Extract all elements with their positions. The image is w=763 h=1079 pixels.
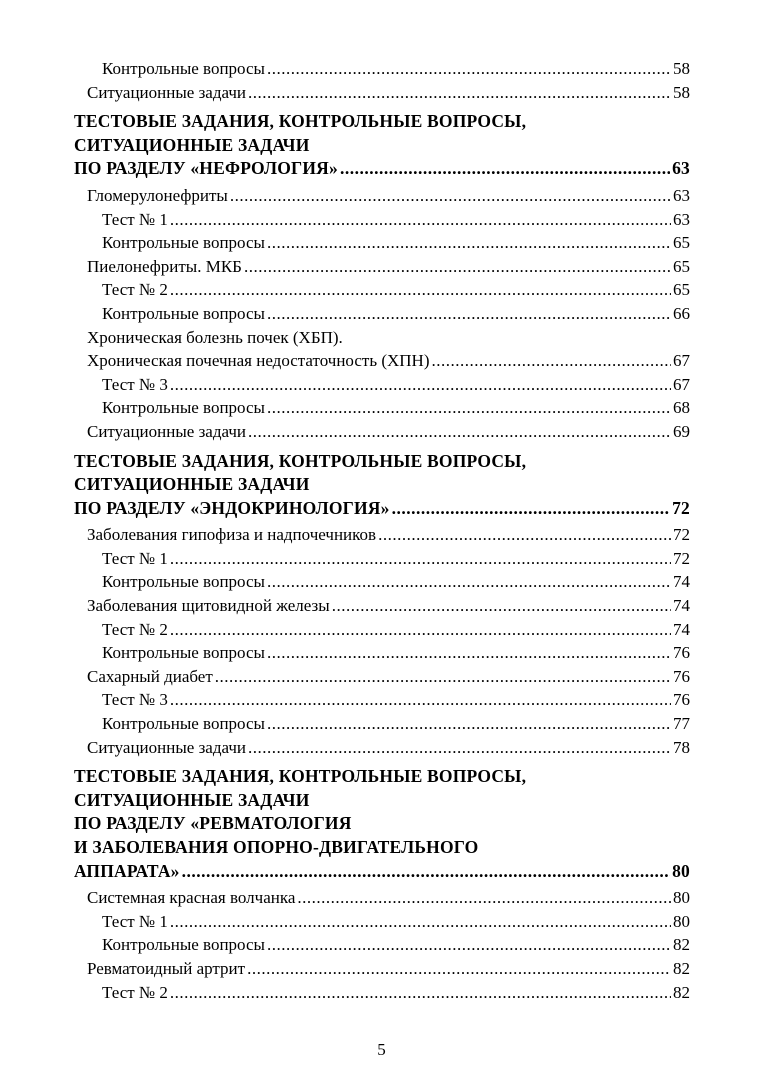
toc-entry-title: Контрольные вопросы bbox=[102, 59, 265, 78]
dot-leader bbox=[230, 184, 671, 208]
toc-entry-title: Гломерулонефриты bbox=[87, 185, 228, 205]
dot-leader bbox=[248, 81, 671, 105]
toc-entry-title: Контрольные вопросы bbox=[102, 303, 265, 323]
toc-entry[interactable] bbox=[74, 886, 690, 910]
section-title-text: ПО РАЗДЕЛУ «ЭНДОКРИНОЛОГИЯ» bbox=[74, 497, 390, 518]
section-page: 72 bbox=[672, 497, 690, 518]
toc-entry[interactable] bbox=[74, 373, 690, 397]
toc-entry-page: 78 bbox=[673, 737, 690, 757]
toc-entry-page: 77 bbox=[673, 714, 690, 734]
dot-leader bbox=[170, 208, 671, 232]
toc-entry[interactable] bbox=[74, 618, 690, 642]
toc-entry[interactable] bbox=[74, 547, 690, 571]
dot-leader bbox=[297, 886, 671, 910]
toc-entry-page: 58 bbox=[673, 82, 690, 102]
toc-entry[interactable] bbox=[74, 933, 690, 957]
section-title-line: ТЕСТОВЫЕ ЗАДАНИЯ, КОНТРОЛЬНЫЕ ВОПРОСЫ, bbox=[74, 766, 527, 787]
toc-entry-title: Ситуационные задачи bbox=[87, 737, 246, 757]
toc-entry-page: 67 bbox=[673, 351, 690, 371]
toc-section-heading[interactable] bbox=[74, 110, 690, 181]
toc-entry-page: 76 bbox=[673, 690, 690, 710]
toc-entry[interactable] bbox=[74, 57, 690, 81]
toc-entry[interactable] bbox=[74, 396, 690, 420]
toc-entry[interactable] bbox=[74, 594, 690, 618]
toc-entry-page: 80 bbox=[673, 888, 690, 908]
toc-section-heading[interactable] bbox=[74, 765, 690, 883]
toc-entry-title: Тест № 1 bbox=[102, 548, 168, 568]
toc-entry-title: Ревматоидный артрит bbox=[87, 958, 246, 978]
toc-entry-page: 63 bbox=[673, 185, 690, 205]
dot-leader bbox=[182, 860, 670, 884]
section-title-last-line bbox=[74, 860, 690, 884]
toc-entry-page: 67 bbox=[673, 374, 690, 394]
dot-leader bbox=[267, 641, 671, 665]
dot-leader bbox=[170, 910, 671, 934]
section-title-text: АППАРАТА» bbox=[74, 860, 180, 881]
toc-entry-page: 72 bbox=[673, 525, 690, 545]
toc-entry[interactable] bbox=[74, 570, 690, 594]
toc-entry[interactable] bbox=[74, 736, 690, 760]
toc-entry[interactable] bbox=[74, 255, 690, 279]
toc-entry[interactable] bbox=[74, 326, 690, 350]
toc-entry-page: 66 bbox=[673, 303, 690, 323]
toc-entry[interactable] bbox=[74, 523, 690, 547]
toc-entry-title: Контрольные вопросы bbox=[102, 233, 265, 253]
toc-entry[interactable] bbox=[74, 231, 690, 255]
toc-entry-page: 82 bbox=[673, 935, 690, 955]
dot-leader bbox=[247, 957, 671, 981]
dot-leader bbox=[170, 373, 671, 397]
toc-entry[interactable] bbox=[74, 712, 690, 736]
dot-leader bbox=[267, 396, 671, 420]
dot-leader bbox=[267, 570, 671, 594]
toc-entry[interactable] bbox=[74, 957, 690, 981]
dot-leader bbox=[170, 688, 671, 712]
section-title-text: ПО РАЗДЕЛУ «НЕФРОЛОГИЯ» bbox=[74, 158, 338, 179]
toc-entry[interactable] bbox=[74, 208, 690, 232]
toc-entry-title: Контрольные вопросы bbox=[102, 572, 265, 592]
toc-entry[interactable] bbox=[74, 349, 690, 373]
page-number: 5 bbox=[377, 1040, 386, 1059]
dot-leader bbox=[170, 547, 671, 571]
toc-entry[interactable] bbox=[74, 278, 690, 302]
toc-entry-title: Тест № 2 bbox=[102, 982, 168, 1002]
dot-leader bbox=[267, 231, 671, 255]
toc-entry-page: 65 bbox=[673, 280, 690, 300]
toc-entry[interactable] bbox=[74, 302, 690, 326]
toc-entry-page: 76 bbox=[673, 643, 690, 663]
dot-leader bbox=[332, 594, 671, 618]
dot-leader bbox=[392, 497, 671, 521]
dot-leader bbox=[244, 255, 671, 279]
toc-entry-title: Тест № 1 bbox=[102, 911, 168, 931]
toc-entry[interactable] bbox=[74, 688, 690, 712]
toc-section-heading[interactable] bbox=[74, 450, 690, 521]
toc-entry-page: 68 bbox=[673, 398, 690, 418]
section-title-line: СИТУАЦИОННЫЕ ЗАДАЧИ bbox=[74, 789, 310, 810]
toc-entry[interactable] bbox=[74, 641, 690, 665]
toc-entry-page: 80 bbox=[673, 911, 690, 931]
dot-leader bbox=[170, 618, 671, 642]
toc-entry-title: Ситуационные задачи bbox=[87, 421, 246, 441]
section-title-line: И ЗАБОЛЕВАНИЯ ОПОРНО-ДВИГАТЕЛЬНОГО bbox=[74, 837, 479, 857]
toc-entry-title: Пиелонефриты. МКБ bbox=[87, 256, 242, 276]
toc-entry-title: Системная красная волчанка bbox=[87, 888, 296, 908]
section-title-line: ТЕСТОВЫЕ ЗАДАНИЯ, КОНТРОЛЬНЫЕ ВОПРОСЫ, bbox=[74, 450, 527, 471]
dot-leader bbox=[378, 523, 671, 547]
section-page: 80 bbox=[672, 860, 690, 881]
dot-leader bbox=[267, 57, 671, 81]
section-title-line: СИТУАЦИОННЫЕ ЗАДАЧИ bbox=[74, 474, 310, 495]
section-title-last-line bbox=[74, 497, 690, 521]
dot-leader bbox=[248, 420, 671, 444]
toc-entry-title: Контрольные вопросы bbox=[102, 714, 265, 734]
toc-entry-title: Контрольные вопросы bbox=[102, 935, 265, 955]
toc-entry-page: 74 bbox=[673, 596, 690, 616]
toc-entry[interactable] bbox=[74, 420, 690, 444]
toc-entry[interactable] bbox=[74, 910, 690, 934]
toc-entry-page: 58 bbox=[673, 59, 690, 78]
toc-entry-title: Тест № 1 bbox=[102, 209, 168, 229]
section-title-line: ПО РАЗДЕЛУ «РЕВМАТОЛОГИЯ bbox=[74, 813, 352, 834]
toc-entry-title: Заболевания гипофиза и надпочечников bbox=[87, 525, 377, 545]
toc-entry-title: Контрольные вопросы bbox=[102, 643, 265, 663]
toc-entry-title: Тест № 2 bbox=[102, 619, 168, 639]
toc-entry-page: 65 bbox=[673, 233, 690, 253]
toc-entry-title: Тест № 2 bbox=[102, 280, 168, 300]
toc-entry[interactable] bbox=[74, 81, 690, 105]
section-title-last-line bbox=[74, 157, 690, 181]
toc-entry-title: Хроническая болезнь почек (ХБП). bbox=[87, 327, 343, 347]
section-title-line: СИТУАЦИОННЫЕ ЗАДАЧИ bbox=[74, 134, 310, 155]
section-title-line: ТЕСТОВЫЕ ЗАДАНИЯ, КОНТРОЛЬНЫЕ ВОПРОСЫ, bbox=[74, 111, 527, 132]
toc-entry-title: Хроническая почечная недостаточность (ХПН) bbox=[87, 351, 430, 371]
section-page: 63 bbox=[672, 158, 690, 179]
dot-leader bbox=[267, 712, 671, 736]
toc-entry-page: 63 bbox=[673, 209, 690, 229]
toc-entry-title: Заболевания щитовидной железы bbox=[87, 596, 330, 616]
toc-entry-page: 74 bbox=[673, 619, 690, 639]
toc-entry-page: 69 bbox=[673, 421, 690, 441]
dot-leader bbox=[170, 278, 671, 302]
dot-leader bbox=[170, 981, 671, 1005]
toc-entry[interactable] bbox=[74, 184, 690, 208]
toc-entry-title: Сахарный диабет bbox=[87, 666, 213, 686]
dot-leader bbox=[267, 302, 671, 326]
dot-leader bbox=[267, 933, 671, 957]
toc-entry-title: Ситуационные задачи bbox=[87, 82, 246, 102]
toc-entry-page: 82 bbox=[673, 958, 690, 978]
dot-leader bbox=[432, 349, 672, 373]
toc-entry-page: 65 bbox=[673, 256, 690, 276]
toc-entry[interactable] bbox=[74, 665, 690, 689]
table-of-contents bbox=[74, 57, 690, 1004]
toc-entry-page: 82 bbox=[673, 982, 690, 1002]
toc-entry-title: Тест № 3 bbox=[102, 690, 168, 710]
toc-entry-title: Тест № 3 bbox=[102, 374, 168, 394]
dot-leader bbox=[340, 157, 670, 181]
toc-entry-title: Контрольные вопросы bbox=[102, 398, 265, 418]
dot-leader bbox=[248, 736, 671, 760]
dot-leader bbox=[215, 665, 671, 689]
toc-entry-page: 74 bbox=[673, 572, 690, 592]
toc-entry-page: 76 bbox=[673, 666, 690, 686]
toc-entry[interactable] bbox=[74, 981, 690, 1005]
toc-entry-page: 72 bbox=[673, 548, 690, 568]
